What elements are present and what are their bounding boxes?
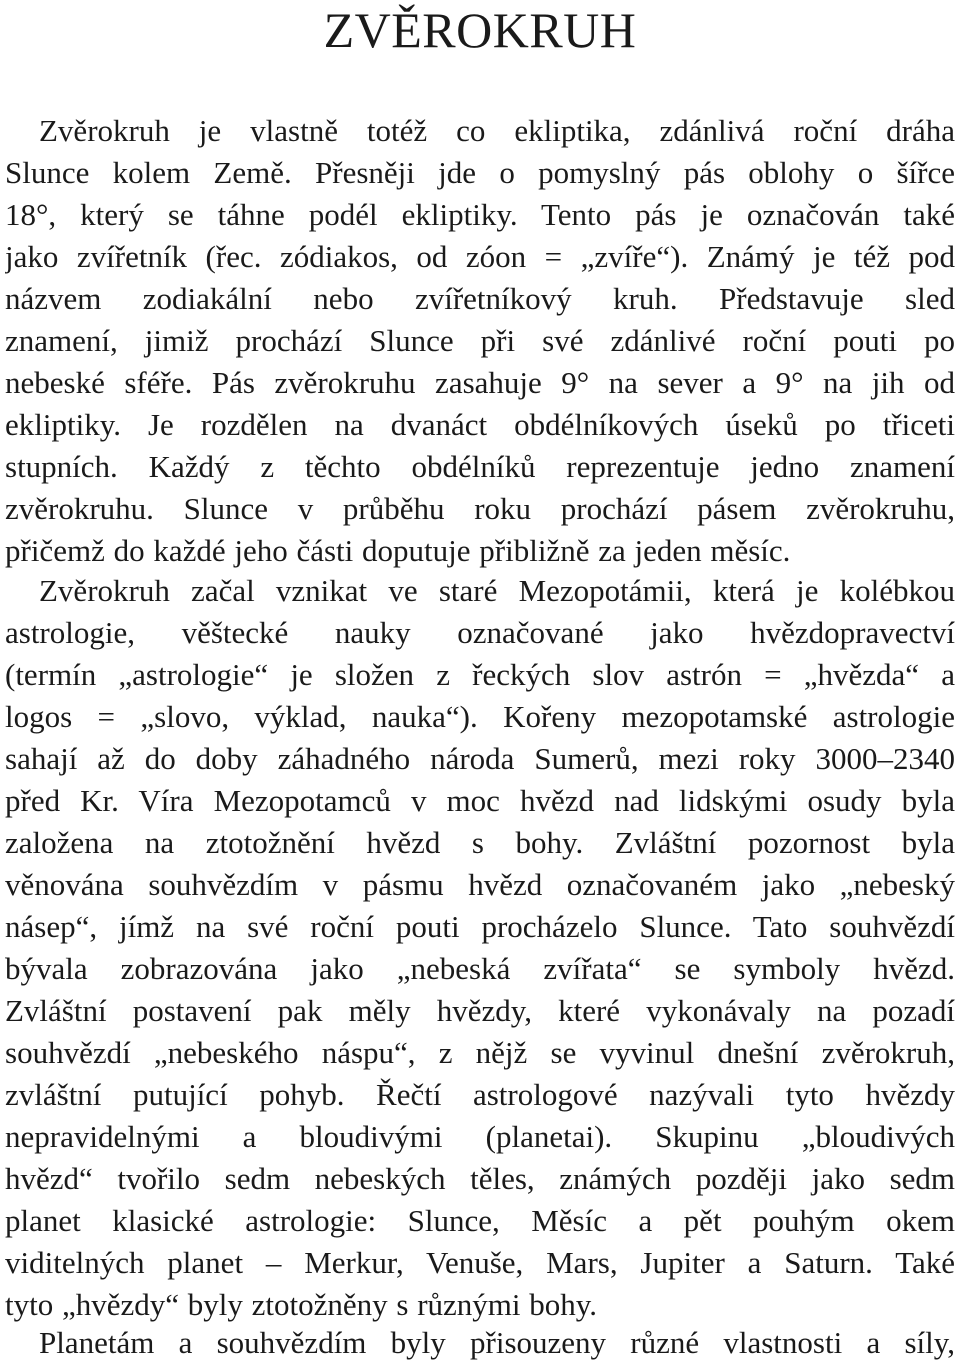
text-line: znamení, jimiž prochází Slunce při své zdánlivé roční pouti po [5,323,955,358]
text-line: nepravidelnými a bloudivými (planetai). Skupinu „bloudivých [5,1119,955,1154]
text-line: 18°, který se táhne podél ekliptiky. Tento pás je označován také [5,197,955,232]
text-line: sahají až do doby záhadného národa Sumerů, mezi roky 3000–2340 [5,741,955,776]
text-line: názvem zodiakální nebo zvířetníkový kruh. Představuje sled [5,281,955,316]
text-line: planet klasické astrologie: Slunce, Měsíc a pět pouhým okem [5,1203,955,1238]
text-line: založena na ztotožnění hvězd s bohy. Zvláštní pozornost byla [5,825,955,860]
paragraph-1 [5,110,955,572]
paragraph-3 [5,1322,955,1364]
text-line: Zvěrokruh je vlastně totéž co ekliptika, zdánlivá roční dráha [39,113,955,148]
text-line: Planetám a souhvězdím byly přisouzeny různé vlastnosti a síly, [39,1325,955,1360]
text-line: zvěrokruhu. Slunce v průběhu roku prochází pásem zvěrokruhu, [5,491,955,526]
text-line: astrologie, věštecké nauky označované jako hvězdopravectví [5,615,955,650]
text-line: stupních. Každý z těchto obdélníků reprezentuje jedno znamení [5,449,955,484]
text-line: násep“, jímž na své roční pouti procházelo Slunce. Tato souhvězdí [5,909,955,944]
text-line: ekliptiky. Je rozdělen na dvanáct obdélníkových úseků po třiceti [5,407,955,442]
text-line: Zvěrokruh začal vznikat ve staré Mezopotámii, která je kolébkou [39,573,955,608]
text-line: viditelných planet – Merkur, Venuše, Mars, Jupiter a Saturn. Také [5,1245,955,1280]
text-line: nebeské sféře. Pás zvěrokruhu zasahuje 9° na sever a 9° na jih od [5,365,955,400]
text-line: hvězd“ tvořilo sedm nebeských těles, známých později jako sedm [5,1161,955,1196]
text-line: souhvězdí „nebeského náspu“, z nějž se vyvinul dnešní zvěrokruh, [5,1035,955,1070]
text-line: jako zvířetník (řec. zódiakos, od zóon = „zvíře“). Známý je též pod [5,239,955,274]
page-title: ZVĚROKRUH [323,2,637,58]
text-line: věnována souhvězdím v pásmu hvězd označovaném jako „nebeský [5,867,955,902]
text-line: bývala zobrazována jako „nebeská zvířata“ se symboly hvězd. [5,951,955,986]
text-line: zvláštní putující pohyb. Řečtí astrologové nazývali tyto hvězdy [5,1077,955,1112]
text-line: tyto „hvězdy“ byly ztotožněny s různými bohy. [5,1287,597,1322]
text-line: Slunce kolem Země. Přesněji jde o pomyslný pás oblohy o šířce [5,155,955,190]
text-line: (termín „astrologie“ je složen z řeckých slov astrón = „hvězda“ a [5,657,955,692]
text-line: přičemž do každé jeho části doputuje přibližně za jeden měsíc. [5,533,791,568]
text-line: před Kr. Víra Mezopotamců v moc hvězd nad lidskými osudy byla [5,783,955,818]
paragraph-2 [5,570,955,1326]
text-line: Zvláštní postavení pak měly hvězdy, které vykonávaly na pozadí [5,993,955,1028]
text-line: logos = „slovo, výklad, nauka“). Kořeny mezopotamské astrologie [5,699,955,734]
